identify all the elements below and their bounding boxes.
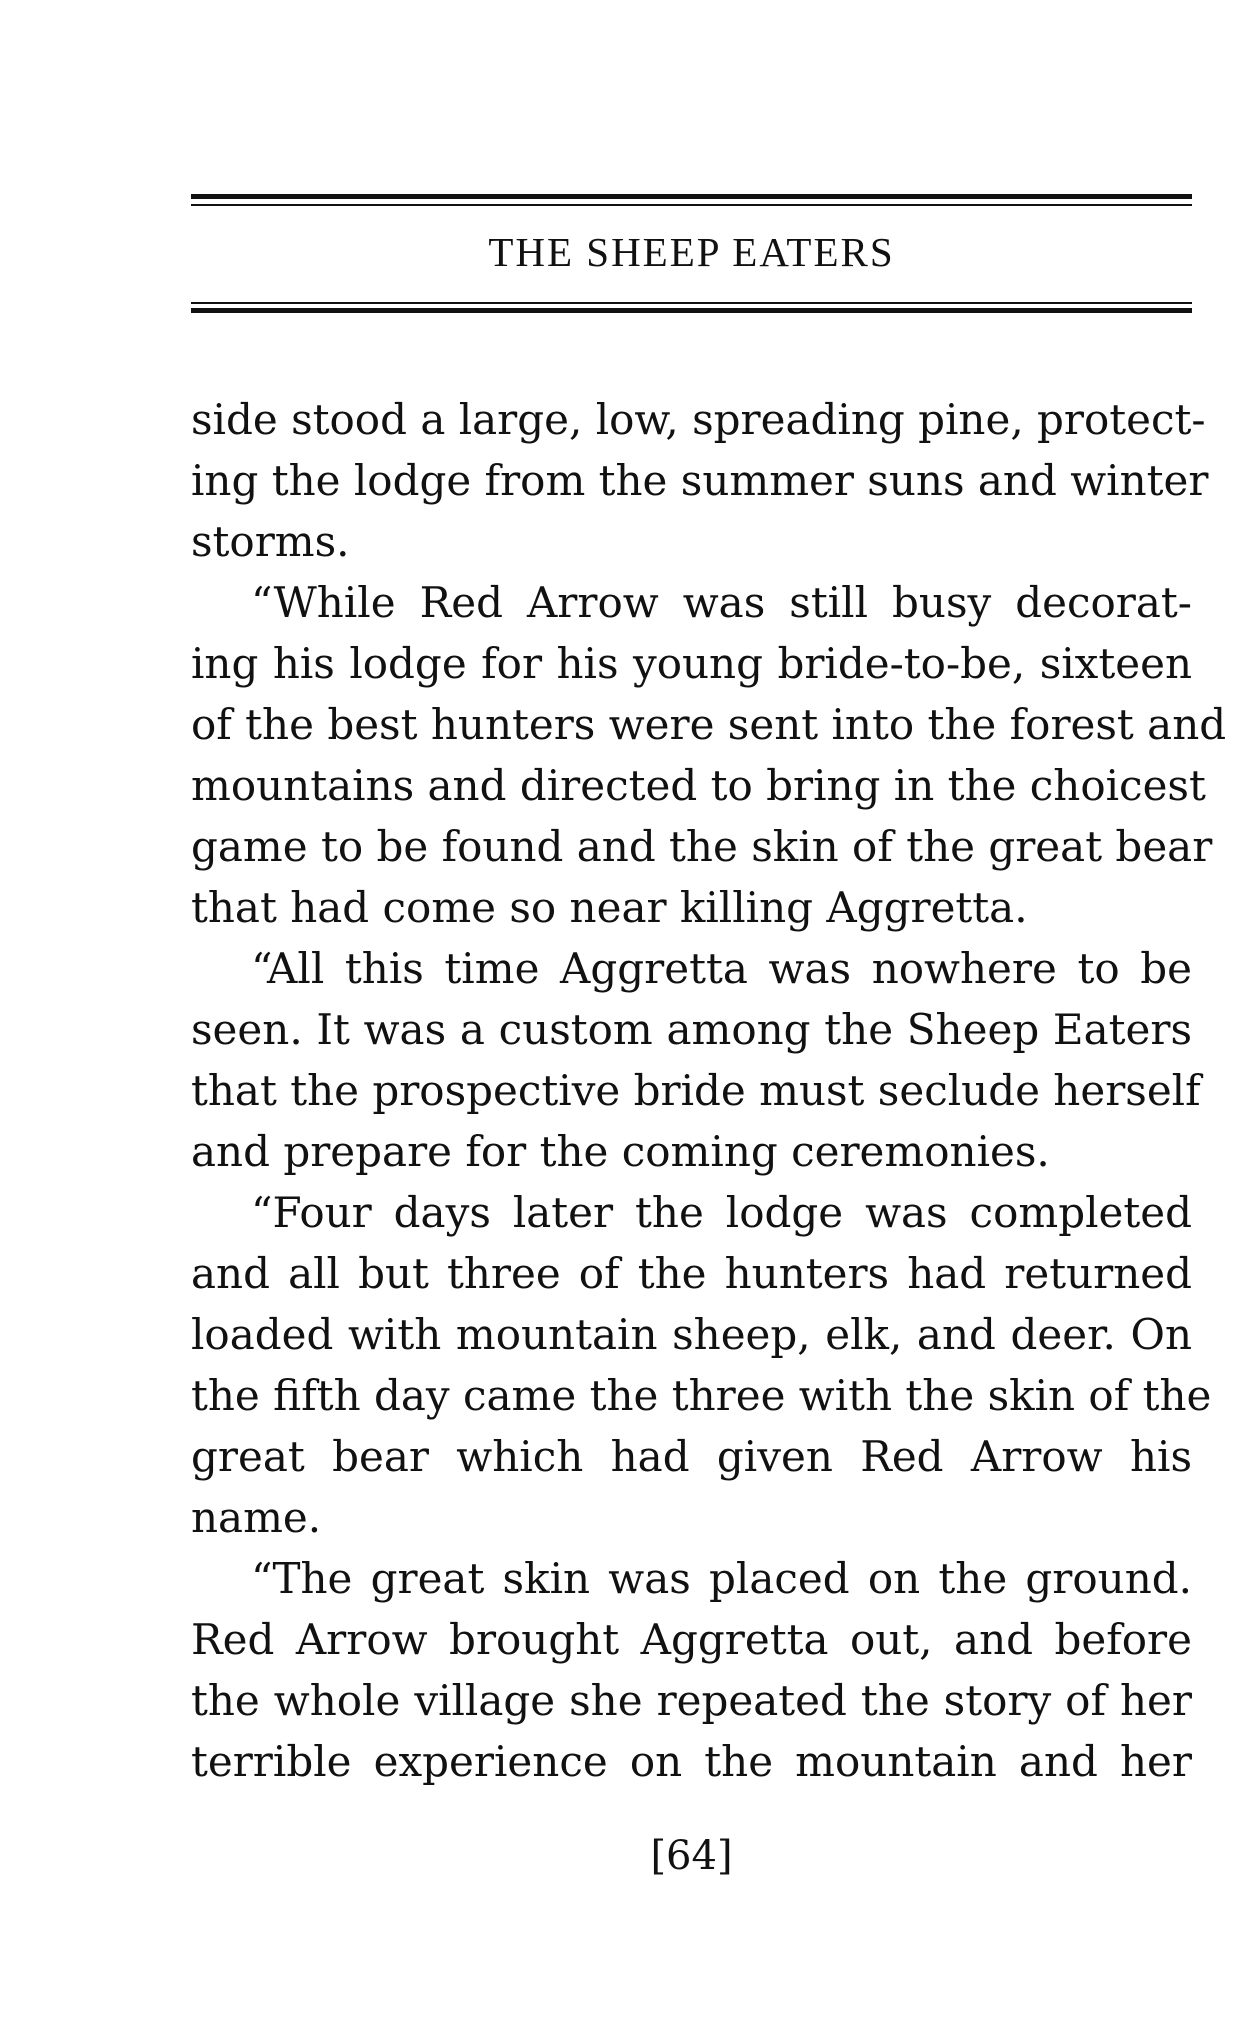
text-line: that the prospective bride must seclude herself xyxy=(191,1066,1201,1115)
text-line: “All this time Aggretta was nowhere to be xyxy=(251,944,1192,993)
text-line: and prepare for the coming ceremonies. xyxy=(191,1127,1050,1176)
text-line: of the best hunters were sent into the forest and xyxy=(191,700,1227,749)
text-line: seen. It was a custom among the Sheep Eaters xyxy=(191,1005,1192,1054)
text-line: loaded with mountain sheep, elk, and deer. On xyxy=(191,1310,1192,1359)
paragraph xyxy=(191,1548,1192,1792)
text-line: the whole village she repeated the story of her xyxy=(191,1676,1192,1725)
text-line: and all but three of the hunters had returned xyxy=(191,1249,1192,1298)
text-line: “Four days later the lodge was completed xyxy=(251,1188,1192,1237)
page-number: [64] xyxy=(650,1833,733,1879)
header-rule-top xyxy=(191,194,1192,210)
text-line: game to be found and the skin of the great bear xyxy=(191,822,1213,871)
text-line: that had come so near killing Aggretta. xyxy=(191,883,1028,932)
text-line: ing the lodge from the summer suns and winter xyxy=(191,456,1209,505)
text-line: name. xyxy=(191,1493,322,1542)
paragraph xyxy=(191,938,1201,1182)
text-line: terrible experience on the mountain and her xyxy=(191,1737,1192,1786)
paragraph xyxy=(191,572,1227,938)
text-line: mountains and directed to bring in the choicest xyxy=(191,761,1206,810)
header-rule-bottom xyxy=(191,302,1192,317)
body-text xyxy=(191,389,1227,1792)
text-line: Red Arrow brought Aggretta out, and before xyxy=(191,1615,1192,1664)
text-line: the fifth day came the three with the skin of the xyxy=(191,1371,1212,1420)
text-line: side stood a large, low, spreading pine, protect- xyxy=(191,395,1206,444)
text-line: great bear which had given Red Arrow his xyxy=(191,1432,1192,1481)
paragraph xyxy=(191,389,1209,572)
text-line: “The great skin was placed on the ground. xyxy=(251,1554,1192,1603)
text-line: “While Red Arrow was still busy decorat- xyxy=(251,578,1192,627)
paragraph xyxy=(191,1182,1212,1548)
text-line: storms. xyxy=(191,517,350,566)
text-line: ing his lodge for his young bride-to-be, sixteen xyxy=(191,639,1192,688)
running-head: THE SHEEP EATERS xyxy=(488,229,895,275)
